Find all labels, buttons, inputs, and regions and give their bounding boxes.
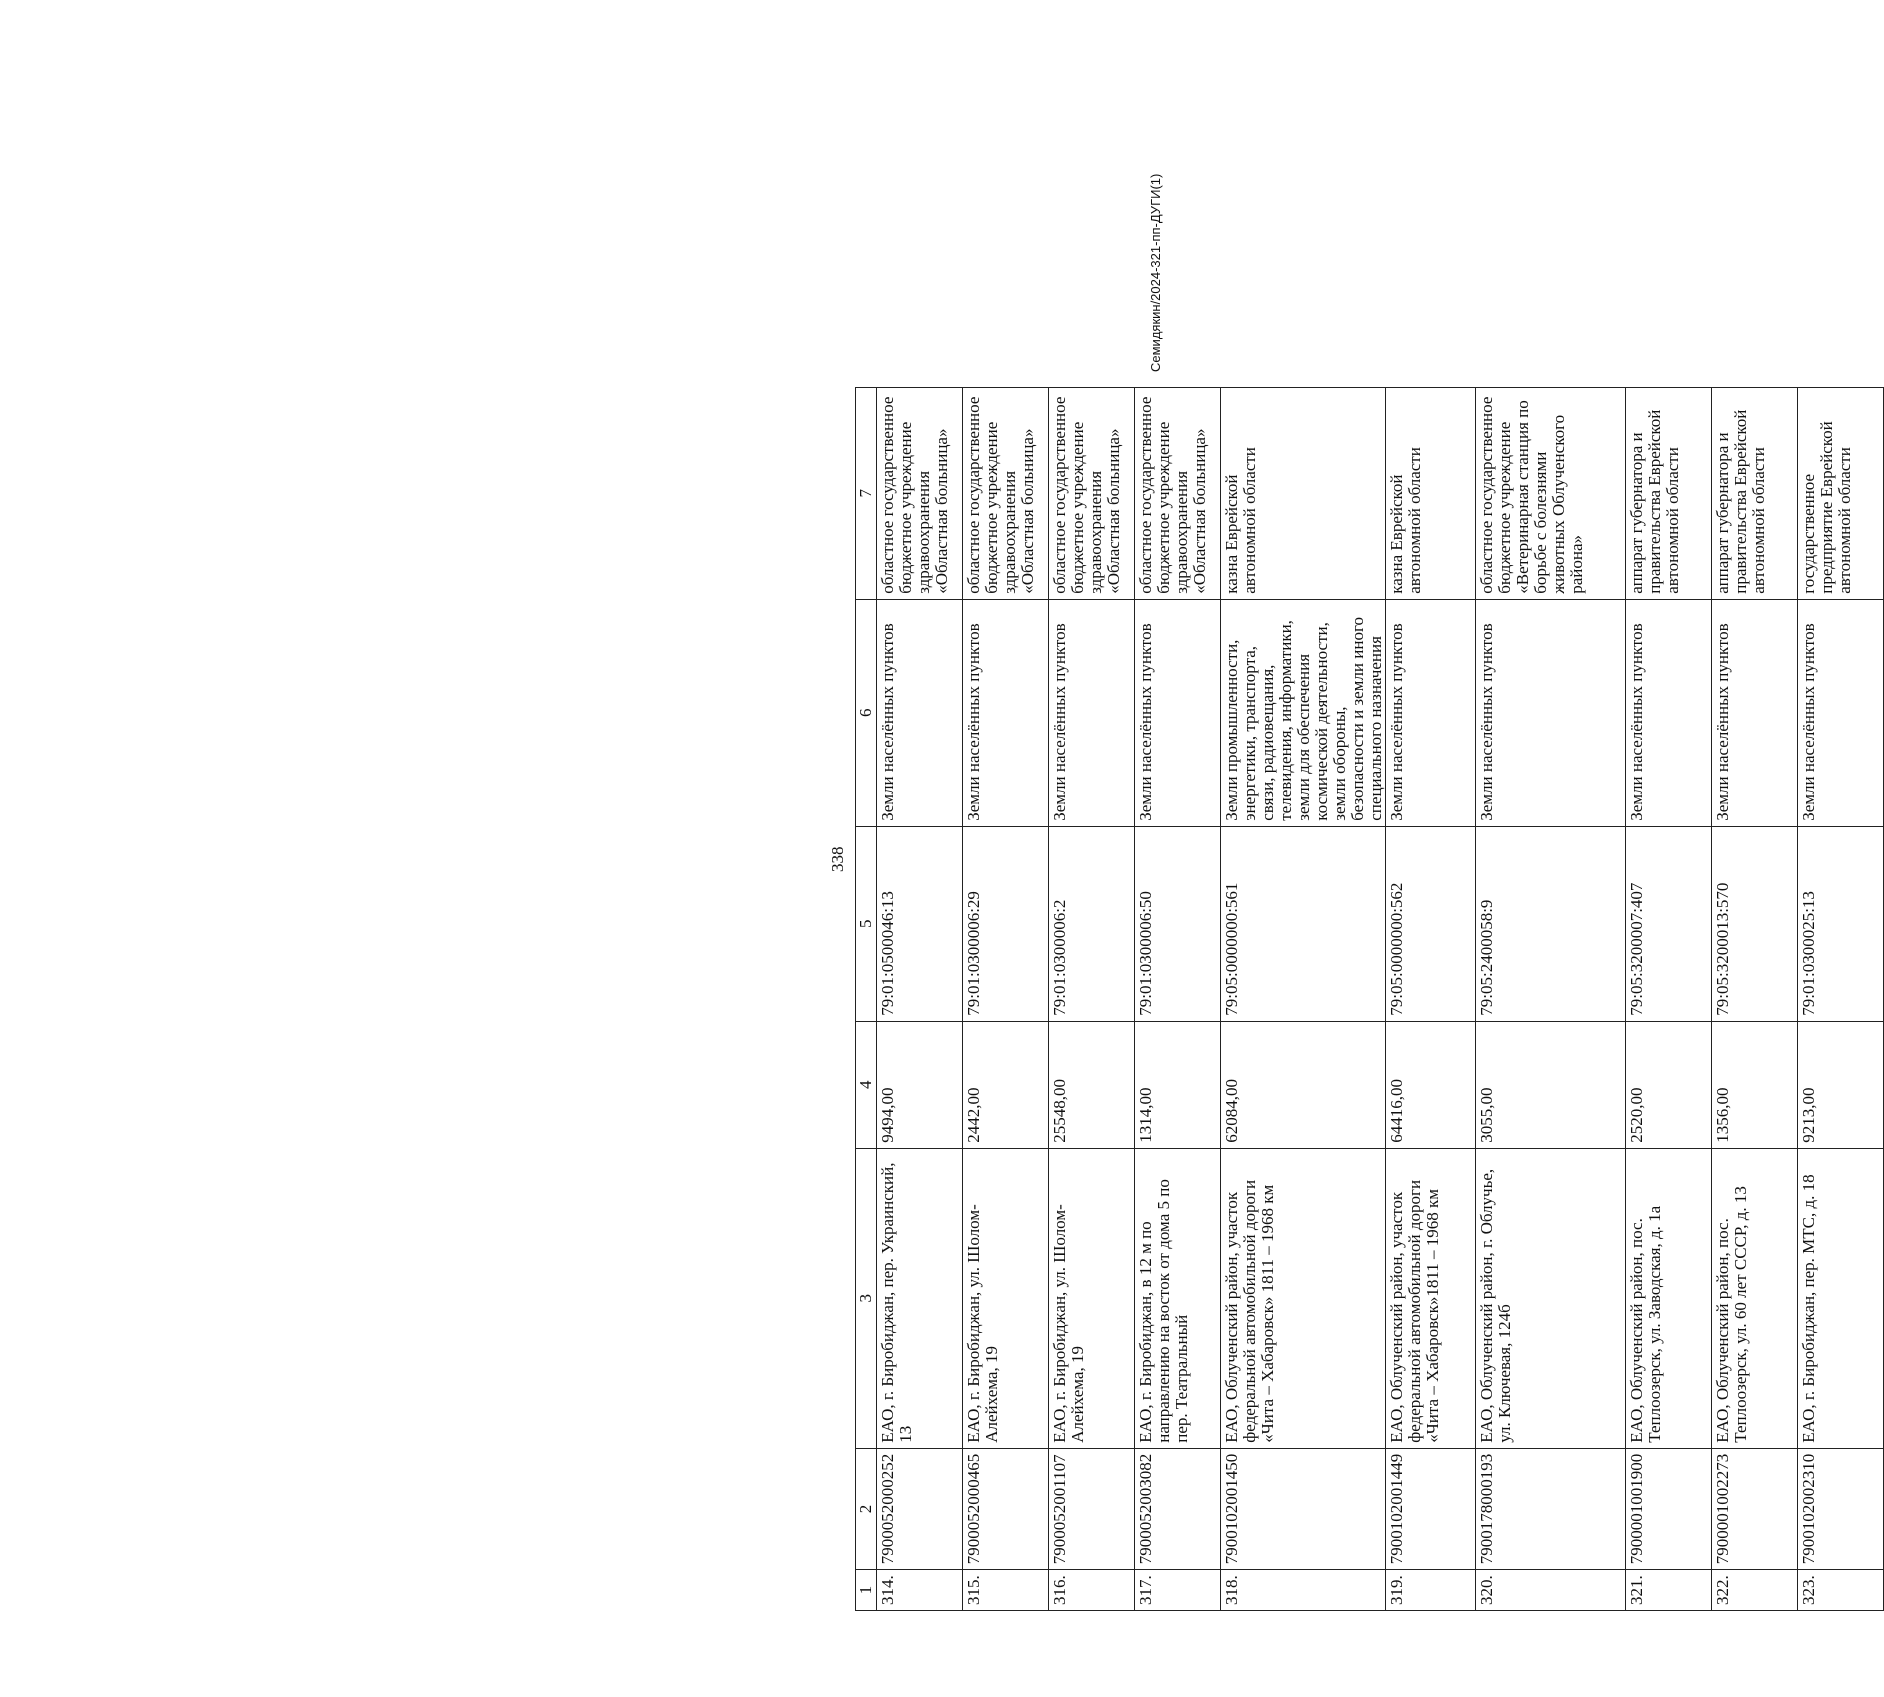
table-row	[1712, 387, 1798, 1610]
right-holder: областное государственное бюджетное учреждение «Ветеринарная станция по борьбе с болезнями животных Облученского района»	[1476, 387, 1626, 599]
row-number: 321.	[1626, 1570, 1712, 1611]
col-header-7: 7	[856, 387, 877, 599]
object-code: 7900052000252	[877, 1448, 963, 1570]
right-holder: казна Еврейской автономной области	[1221, 387, 1386, 599]
area: 1314,00	[1135, 1021, 1221, 1148]
object-code: 7900052000465	[963, 1448, 1049, 1570]
right-holder: аппарат губернатора и правительства Еврейской автономной области	[1626, 387, 1712, 599]
row-number: 320.	[1476, 1570, 1626, 1611]
col-header-3: 3	[856, 1148, 877, 1448]
address: ЕАО, г. Биробиджан, ул. Шолом-Алейхема, 19	[963, 1148, 1049, 1448]
table-row	[1221, 387, 1386, 1610]
object-code: 7900102001449	[1386, 1448, 1476, 1570]
row-number: 314.	[877, 1570, 963, 1611]
table-row	[1386, 387, 1476, 1610]
area: 2442,00	[963, 1021, 1049, 1148]
area: 9494,00	[877, 1021, 963, 1148]
land-category: Земли населённых пунктов	[1712, 599, 1798, 826]
right-holder: государственное предприятие Еврейской автономной области	[1798, 387, 1884, 599]
area: 2520,00	[1626, 1021, 1712, 1148]
table-row	[963, 387, 1049, 1610]
right-holder: казна Еврейской автономной области	[1386, 387, 1476, 599]
right-holder: областное государственное бюджетное учреждение здравоохранения «Областная больница»	[877, 387, 963, 599]
object-code: 7900001002273	[1712, 1448, 1798, 1570]
object-code: 7900178000193	[1476, 1448, 1626, 1570]
address: ЕАО, Облученский район, участок федеральной автомобильной дороги «Чита – Хабаровск»1811 – 1968 км	[1386, 1148, 1476, 1448]
col-header-5: 5	[856, 826, 877, 1021]
table-row	[1476, 387, 1626, 1610]
area: 1356,00	[1712, 1021, 1798, 1148]
address: ЕАО, г. Биробиджан, пер. МТС, д. 18	[1798, 1148, 1884, 1448]
land-register-table	[855, 387, 1884, 1611]
land-category: Земли промышленности, энергетики, транспорта, связи, радиовещания, телевидения, информатики, земли для обеспечения космической деятельности, земли обороны, безопасности и земли иного специального назначения	[1221, 599, 1386, 826]
row-number: 317.	[1135, 1570, 1221, 1611]
cadastral-number: 79:01:0500046:13	[877, 826, 963, 1021]
object-code: 7900102001450	[1221, 1448, 1386, 1570]
table-row	[877, 387, 963, 1610]
cadastral-number: 79:01:0300006:2	[1049, 826, 1135, 1021]
col-header-6: 6	[856, 599, 877, 826]
land-category: Земли населённых пунктов	[877, 599, 963, 826]
address: ЕАО, Облученский район, пос. Теплоозерск, ул. 60 лет СССР, д. 13	[1712, 1148, 1798, 1448]
row-number: 318.	[1221, 1570, 1386, 1611]
col-header-4: 4	[856, 1021, 877, 1148]
cadastral-number: 79:05:0000000:562	[1386, 826, 1476, 1021]
land-category: Земли населённых пунктов	[963, 599, 1049, 826]
land-category: Земли населённых пунктов	[1386, 599, 1476, 826]
object-code: 7900102002310	[1798, 1448, 1884, 1570]
address: ЕАО, Облученский район, участок федеральной автомобильной дороги «Чита – Хабаровск» 1811 – 1968 км	[1221, 1148, 1386, 1448]
table-row	[1798, 387, 1884, 1610]
row-number: 316.	[1049, 1570, 1135, 1611]
address: ЕАО, Облученский район, пос. Теплоозерск, ул. Заводская, д. 1а	[1626, 1148, 1712, 1448]
right-holder: аппарат губернатора и правительства Еврейской автономной области	[1712, 387, 1798, 599]
row-number: 319.	[1386, 1570, 1476, 1611]
address: ЕАО, г. Биробиджан, в 12 м по направлению на восток от дома 5 по пер. Театральный	[1135, 1148, 1221, 1448]
cadastral-number: 79:01:0300006:50	[1135, 826, 1221, 1021]
cadastral-number: 79:01:0300025:13	[1798, 826, 1884, 1021]
col-header-1: 1	[856, 1570, 877, 1611]
area: 62084,00	[1221, 1021, 1386, 1148]
table-row	[1626, 387, 1712, 1610]
area: 64416,00	[1386, 1021, 1476, 1148]
page-number: 338	[828, 846, 847, 872]
cadastral-number: 79:05:2400058:9	[1476, 826, 1626, 1021]
address: ЕАО, г. Биробиджан, пер. Украинский, 13	[877, 1148, 963, 1448]
area: 25548,00	[1049, 1021, 1135, 1148]
object-code: 7900052003082	[1135, 1448, 1221, 1570]
col-header-2: 2	[856, 1448, 877, 1570]
land-category: Земли населённых пунктов	[1135, 599, 1221, 826]
cadastral-number: 79:05:0000000:561	[1221, 826, 1386, 1021]
area: 3055,00	[1476, 1021, 1626, 1148]
document-code: Семидякин/2024-321-пп-ДУГИ(1)	[1148, 173, 1163, 372]
right-holder: областное государственное бюджетное учреждение здравоохранения «Областная больница»	[963, 387, 1049, 599]
address: ЕАО, Облученский район, г. Облучье, ул. Ключевая, 124б	[1476, 1148, 1626, 1448]
cadastral-number: 79:05:3200013:570	[1712, 826, 1798, 1021]
table-row	[1135, 387, 1221, 1610]
land-category: Земли населённых пунктов	[1626, 599, 1712, 826]
table-row	[1049, 387, 1135, 1610]
object-code: 7900001001900	[1626, 1448, 1712, 1570]
land-category: Земли населённых пунктов	[1049, 599, 1135, 826]
address: ЕАО, г. Биробиджан, ул. Шолом-Алейхема, 19	[1049, 1148, 1135, 1448]
row-number: 322.	[1712, 1570, 1798, 1611]
right-holder: областное государственное бюджетное учреждение здравоохранения «Областная больница»	[1135, 387, 1221, 599]
land-category: Земли населённых пунктов	[1476, 599, 1626, 826]
header-row	[856, 387, 877, 1610]
right-holder: областное государственное бюджетное учреждение здравоохранения «Областная больница»	[1049, 387, 1135, 599]
row-number: 323.	[1798, 1570, 1884, 1611]
land-category: Земли населённых пунктов	[1798, 599, 1884, 826]
cadastral-number: 79:01:0300006:29	[963, 826, 1049, 1021]
object-code: 7900052001107	[1049, 1448, 1135, 1570]
cadastral-number: 79:05:3200007:407	[1626, 826, 1712, 1021]
area: 9213,00	[1798, 1021, 1884, 1148]
row-number: 315.	[963, 1570, 1049, 1611]
